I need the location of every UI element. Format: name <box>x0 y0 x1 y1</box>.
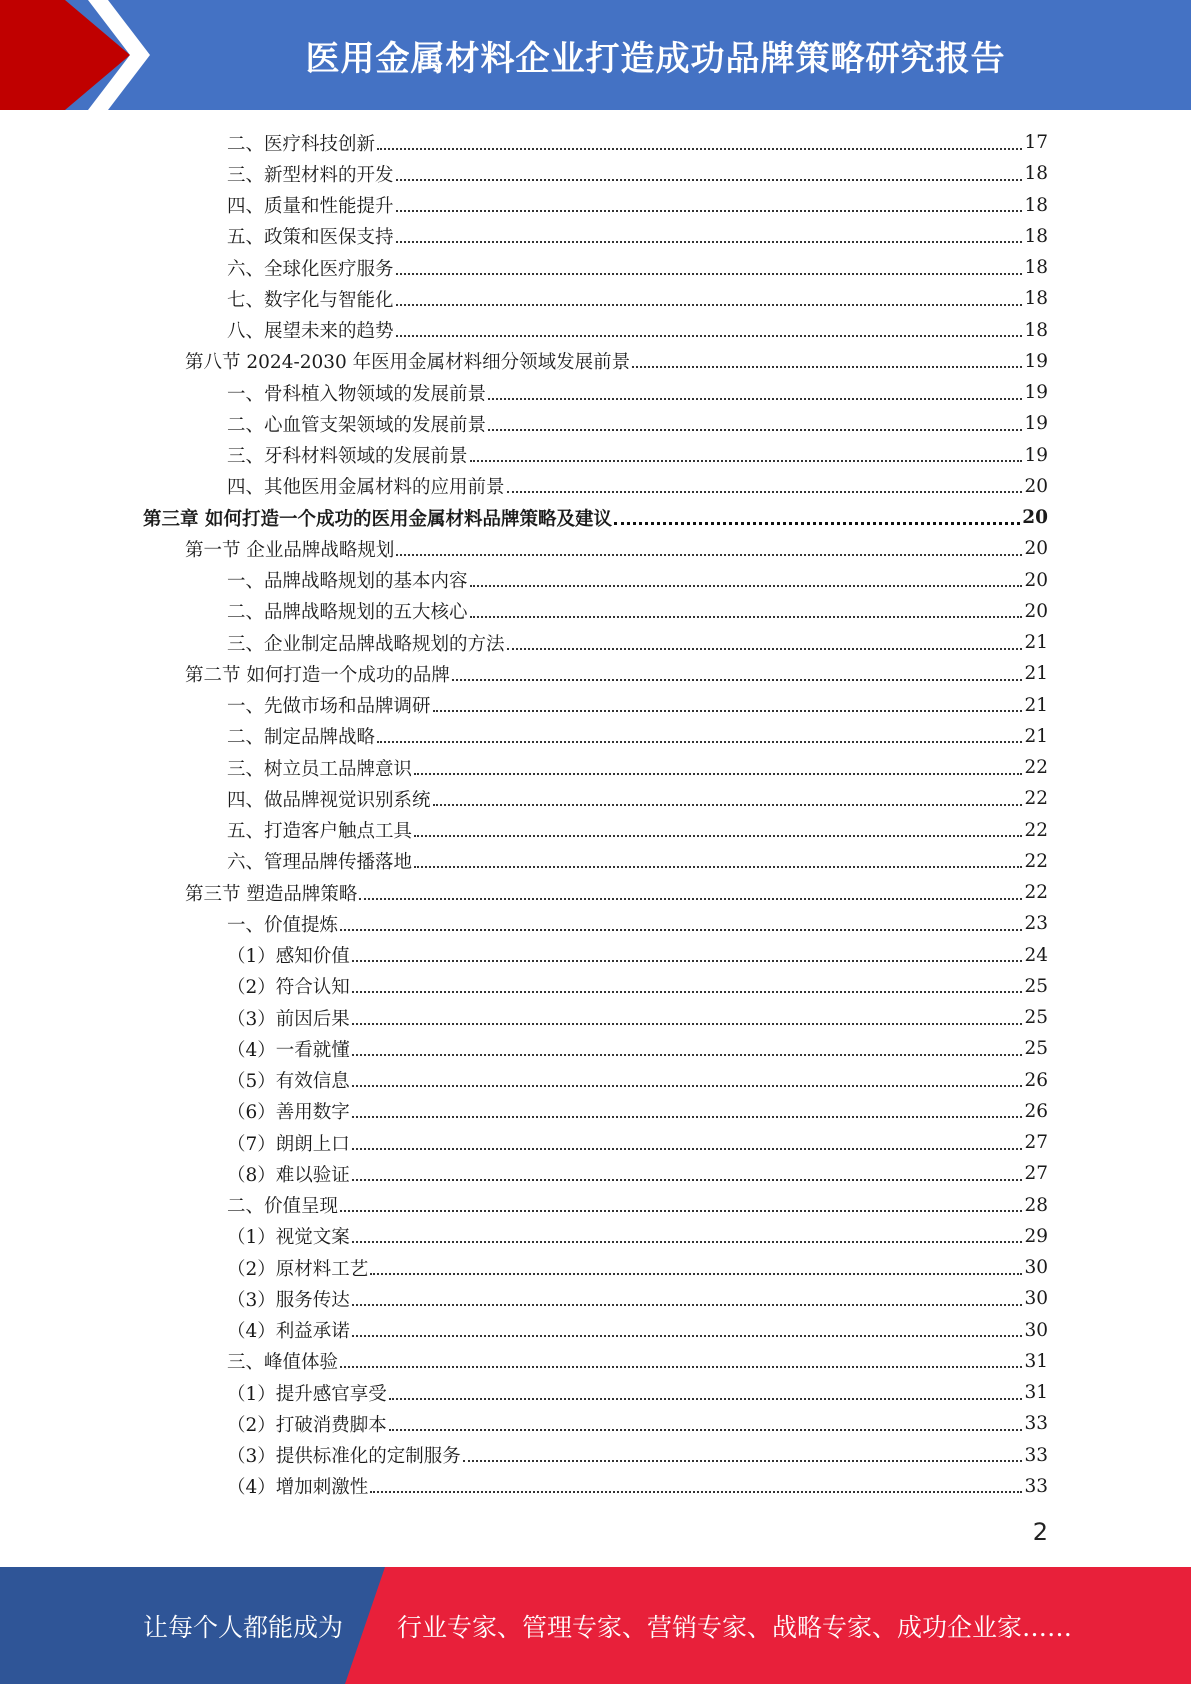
toc-dot-leader <box>488 429 1022 431</box>
toc-dot-leader <box>389 1398 1023 1400</box>
toc-entry-page: 19 <box>1024 444 1048 466</box>
toc-entry-label: （1）提升感官享受 <box>227 1383 387 1405</box>
toc-dot-leader <box>396 554 1022 556</box>
toc-entry-label: （6）善用数字 <box>227 1102 350 1124</box>
toc-dot-leader <box>370 1273 1022 1275</box>
toc-entry-label: 六、管理品牌传播落地 <box>227 852 413 874</box>
toc-entry-label: 一、价值提炼 <box>227 914 339 936</box>
toc-entry-label: （1）视觉文案 <box>227 1227 350 1249</box>
toc-entry-label: （4）一看就懂 <box>227 1039 350 1061</box>
toc-entry-page: 22 <box>1024 788 1048 810</box>
toc-subsection-entry[interactable] <box>227 283 1048 314</box>
toc-dot-leader <box>370 1491 1022 1493</box>
toc-dot-leader <box>359 898 1022 900</box>
toc-entry-label: （2）打破消费脚本 <box>227 1414 387 1436</box>
toc-subsection-entry[interactable] <box>227 1440 1048 1471</box>
toc-entry-page: 18 <box>1024 288 1048 310</box>
toc-entry-label: （3）服务传达 <box>227 1289 350 1311</box>
toc-subsection-entry[interactable] <box>227 221 1048 252</box>
toc-entry-page: 29 <box>1024 1225 1048 1247</box>
toc-entry-page: 25 <box>1024 1007 1048 1028</box>
toc-entry-page: 22 <box>1024 757 1048 778</box>
toc-subsection-entry[interactable] <box>227 940 1048 971</box>
toc-entry-label: 二、价值呈现 <box>227 1196 339 1217</box>
toc-subsection-entry[interactable] <box>227 1127 1048 1158</box>
toc-dot-leader <box>352 1241 1023 1243</box>
toc-entry-label: 三、峰值体验 <box>227 1352 339 1374</box>
toc-dot-leader <box>352 1335 1023 1337</box>
toc-entry-label: （3）提供标准化的定制服务 <box>227 1446 461 1467</box>
toc-subsection-entry[interactable] <box>227 1471 1048 1502</box>
toc-dot-leader <box>396 241 1023 243</box>
toc-subsection-entry[interactable] <box>227 127 1048 158</box>
toc-dot-leader <box>377 148 1022 150</box>
toc-entry-label: 二、心血管支架领域的发展前景 <box>227 414 487 436</box>
toc-dot-leader <box>507 648 1023 650</box>
toc-subsection-entry[interactable] <box>227 315 1048 346</box>
toc-entry-page: 20 <box>1024 538 1048 560</box>
toc-entry-label: 五、打造客户触点工具 <box>227 821 413 842</box>
toc-subsection-entry[interactable] <box>227 1283 1048 1314</box>
toc-dot-leader <box>352 960 1023 962</box>
toc-entry-label: 一、骨科植入物领域的发展前景 <box>227 383 487 405</box>
toc-dot-leader <box>396 179 1023 181</box>
toc-entry-label: （5）有效信息 <box>227 1071 350 1092</box>
toc-dot-leader <box>470 616 1023 618</box>
toc-entry-label: 第三节 塑造品牌策略 <box>185 883 358 905</box>
toc-entry-page: 18 <box>1024 225 1048 247</box>
toc-entry-page: 22 <box>1024 850 1048 872</box>
toc-subsection-entry[interactable] <box>227 1096 1048 1127</box>
toc-subsection-entry[interactable] <box>227 1065 1048 1096</box>
toc-entry-label: 三、树立员工品牌意识 <box>227 758 413 780</box>
footer-slogan-left: 让每个人都能成为 <box>143 1612 344 1642</box>
toc-subsection-entry[interactable] <box>227 252 1048 283</box>
toc-dot-leader <box>414 866 1022 868</box>
toc-subsection-entry[interactable] <box>227 190 1048 221</box>
toc-entry-label: 四、其他医用金属材料的应用前景 <box>227 477 505 499</box>
toc-dot-leader <box>452 679 1023 681</box>
toc-entry-label: 六、全球化医疗服务 <box>227 258 394 280</box>
toc-entry-page: 19 <box>1024 413 1048 435</box>
toc-entry-page: 21 <box>1024 694 1048 716</box>
toc-entry-label: （7）朗朗上口 <box>227 1133 350 1155</box>
toc-dot-leader <box>396 210 1023 212</box>
toc-subsection-entry[interactable] <box>227 1377 1048 1408</box>
toc-subsection-entry[interactable] <box>227 1346 1048 1377</box>
toc-subsection-entry[interactable] <box>227 565 1048 596</box>
toc-subsection-entry[interactable] <box>227 971 1048 1002</box>
toc-dot-leader <box>340 929 1022 931</box>
toc-dot-leader <box>352 991 1023 993</box>
toc-dot-leader <box>352 1116 1023 1118</box>
toc-entry-page: 33 <box>1024 1444 1048 1466</box>
toc-subsection-entry[interactable] <box>227 815 1048 846</box>
toc-entry-page: 30 <box>1024 1257 1048 1278</box>
toc-entry-label: 五、政策和医保支持 <box>227 227 394 249</box>
toc-entry-page: 24 <box>1024 944 1048 966</box>
header-banner <box>0 0 1191 110</box>
toc-entry-page: 18 <box>1024 257 1048 278</box>
toc-dot-leader <box>396 335 1023 337</box>
toc-entry-page: 22 <box>1024 819 1048 841</box>
toc-dot-leader <box>340 1366 1022 1368</box>
toc-subsection-entry[interactable] <box>227 158 1048 189</box>
toc-entry-label: 二、制定品牌战略 <box>227 727 376 749</box>
toc-dot-leader <box>352 1304 1023 1306</box>
toc-entry-page: 17 <box>1024 132 1048 153</box>
toc-entry-page: 18 <box>1024 319 1048 341</box>
toc-entry-page: 18 <box>1024 163 1048 185</box>
toc-dot-leader <box>396 304 1023 306</box>
toc-subsection-entry[interactable] <box>227 908 1048 939</box>
toc-subsection-entry[interactable] <box>227 627 1048 658</box>
toc-dot-leader <box>507 491 1023 493</box>
toc-dot-leader <box>377 741 1022 743</box>
toc-dot-leader <box>470 585 1023 587</box>
toc-entry-label: （3）前因后果 <box>227 1008 350 1030</box>
toc-entry-page: 21 <box>1024 725 1048 747</box>
toc-subsection-entry[interactable] <box>227 440 1048 471</box>
toc-entry-label: 二、品牌战略规划的五大核心 <box>227 602 468 624</box>
toc-dot-leader <box>433 710 1023 712</box>
toc-entry-page: 27 <box>1024 1132 1048 1153</box>
toc-entry-label: （4）增加刺激性 <box>227 1477 369 1499</box>
footer-banner <box>0 1567 1191 1684</box>
toc-entry-page: 25 <box>1024 975 1048 997</box>
toc-entry-label: （8）难以验证 <box>227 1164 350 1186</box>
toc-dot-leader <box>433 804 1023 806</box>
toc-entry-page: 31 <box>1024 1382 1048 1403</box>
page-number: 2 <box>1032 1518 1048 1546</box>
toc-subsection-entry[interactable] <box>227 846 1048 877</box>
toc-entry-page: 25 <box>1024 1038 1048 1060</box>
toc-entry-page: 22 <box>1024 882 1048 903</box>
toc-entry-page: 21 <box>1024 632 1048 653</box>
toc-entry-label: 第二节 如何打造一个成功的品牌 <box>185 664 450 686</box>
toc-subsection-entry[interactable] <box>227 471 1048 502</box>
toc-dot-leader <box>470 460 1023 462</box>
toc-entry-label: 三、牙科材料领域的发展前景 <box>227 446 468 467</box>
toc-entry-label: 第八节 2024-2030 年医用金属材料细分领域发展前景 <box>185 352 631 374</box>
toc-entry-page: 30 <box>1024 1319 1048 1341</box>
toc-dot-leader <box>614 522 1020 525</box>
toc-entry-page: 20 <box>1024 475 1048 497</box>
toc-entry-label: 四、质量和性能提升 <box>227 196 394 217</box>
toc-dot-leader <box>396 273 1023 275</box>
toc-entry-page: 33 <box>1024 1413 1048 1435</box>
report-title: 医用金属材料企业打造成功品牌策略研究报告 <box>305 38 1006 79</box>
toc-entry-page: 28 <box>1024 1194 1048 1216</box>
toc-entry-label: 一、先做市场和品牌调研 <box>227 696 431 717</box>
toc-dot-leader <box>352 1023 1023 1025</box>
toc-entry-page: 30 <box>1024 1288 1048 1310</box>
toc-subsection-entry[interactable] <box>227 596 1048 627</box>
toc-subsection-entry[interactable] <box>227 1033 1048 1064</box>
toc-section-entry[interactable] <box>185 877 1048 908</box>
toc-entry-page: 21 <box>1024 663 1048 685</box>
toc-subsection-entry[interactable] <box>227 1190 1048 1221</box>
toc-dot-leader <box>352 1148 1023 1150</box>
toc-entry-label: 第三章 如何打造一个成功的医用金属材料品牌策略及建议 <box>143 508 612 530</box>
toc-subsection-entry[interactable] <box>227 721 1048 752</box>
toc-subsection-entry[interactable] <box>227 752 1048 783</box>
toc-chapter-entry[interactable] <box>143 502 1048 533</box>
toc-subsection-entry[interactable] <box>227 408 1048 439</box>
toc-subsection-entry[interactable] <box>227 1315 1048 1346</box>
toc-dot-leader <box>389 1429 1023 1431</box>
toc-dot-leader <box>414 773 1022 775</box>
toc-dot-leader <box>463 1460 1023 1462</box>
arrow-chevron-icon <box>0 0 160 110</box>
toc-entry-page: 20 <box>1024 600 1048 622</box>
toc-dot-leader <box>488 398 1022 400</box>
toc-dot-leader <box>352 1179 1023 1181</box>
toc-entry-label: 四、做品牌视觉识别系统 <box>227 789 431 811</box>
toc-subsection-entry[interactable] <box>227 1002 1048 1033</box>
toc-entry-page: 20 <box>1024 569 1048 591</box>
toc-entry-label: 二、医疗科技创新 <box>227 133 376 155</box>
toc-entry-label: （4）利益承诺 <box>227 1321 350 1342</box>
footer-slogan-right: 行业专家、管理专家、营销专家、战略专家、成功企业家…… <box>397 1612 1073 1642</box>
toc-dot-leader <box>340 1210 1022 1212</box>
toc-entry-label: 第一节 企业品牌战略规划 <box>185 539 395 561</box>
toc-entry-label: 八、展望未来的趋势 <box>227 321 394 342</box>
toc-subsection-entry[interactable] <box>227 1221 1048 1252</box>
toc-entry-label: （2）符合认知 <box>227 977 350 999</box>
toc-subsection-entry[interactable] <box>227 783 1048 814</box>
toc-entry-label: 七、数字化与智能化 <box>227 289 394 311</box>
toc-dot-leader <box>632 366 1022 368</box>
toc-subsection-entry[interactable] <box>227 1408 1048 1439</box>
toc-entry-label: 一、品牌战略规划的基本内容 <box>227 571 468 592</box>
toc-subsection-entry[interactable] <box>227 690 1048 721</box>
toc-entry-page: 27 <box>1024 1163 1048 1185</box>
toc-entry-page: 26 <box>1024 1100 1048 1122</box>
toc-section-entry[interactable] <box>185 533 1048 564</box>
toc-entry-page: 23 <box>1024 913 1048 935</box>
toc-entry-page: 19 <box>1024 350 1048 372</box>
toc-entry-page: 33 <box>1024 1475 1048 1497</box>
toc-section-entry[interactable] <box>185 658 1048 689</box>
toc-subsection-entry[interactable] <box>227 377 1048 408</box>
toc-dot-leader <box>352 1085 1023 1087</box>
toc-subsection-entry[interactable] <box>227 1252 1048 1283</box>
toc-dot-leader <box>414 835 1022 837</box>
toc-section-entry[interactable] <box>185 346 1048 377</box>
toc-entry-label: 三、企业制定品牌战略规划的方法 <box>227 633 505 655</box>
toc-entry-label: 三、新型材料的开发 <box>227 164 394 186</box>
toc-entry-page: 31 <box>1024 1350 1048 1372</box>
toc-entry-page: 19 <box>1024 382 1048 403</box>
toc-entry-label: （2）原材料工艺 <box>227 1258 369 1280</box>
toc-entry-page: 20 <box>1022 507 1048 528</box>
toc-entry-page: 18 <box>1024 194 1048 216</box>
toc-entry-label: （1）感知价值 <box>227 946 350 967</box>
toc-subsection-entry[interactable] <box>227 1158 1048 1189</box>
toc-entry-page: 26 <box>1024 1069 1048 1091</box>
toc-dot-leader <box>352 1054 1023 1056</box>
